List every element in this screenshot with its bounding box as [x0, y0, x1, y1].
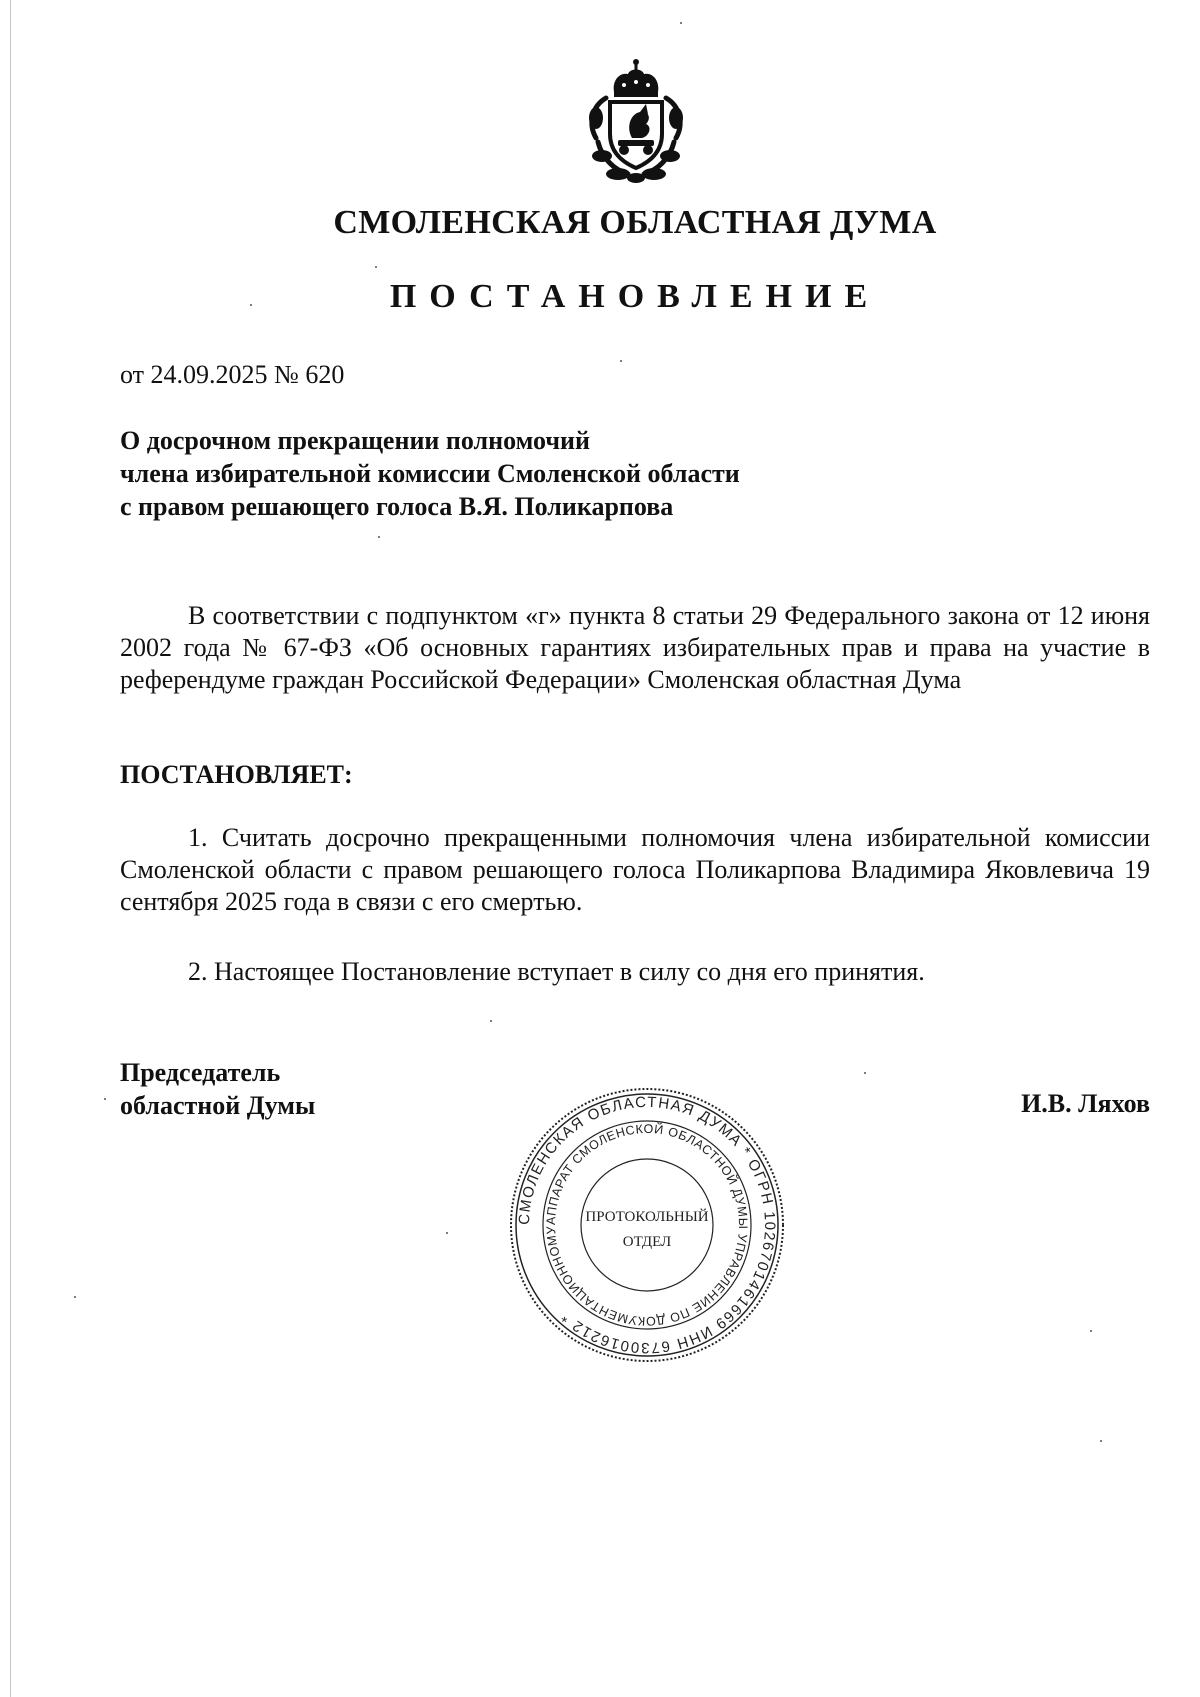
signatory-title-line: областной Думы: [120, 1091, 316, 1120]
stamp-inner-text: АППАРАТ СМОЛЕНСКОЙ ОБЛАСТНОЙ ДУМЫ УПРАВЛЕНИЕ ПО ДОКУМЕНТАЦИОННОМУ: [543, 1121, 751, 1329]
coat-of-arms-icon: [566, 58, 706, 186]
subject-line: с правом решающего голоса В.Я. Поликарпова: [120, 492, 674, 521]
organization-title: СМОЛЕНСКАЯ ОБЛАСТНАЯ ДУМА: [333, 204, 937, 241]
stamp-center-line: ПРОТОКОЛЬНЫЙ: [585, 1209, 709, 1225]
document-type-title: ПОСТАНОВЛЕНИЕ: [389, 278, 881, 315]
stamp-outer-text: СМОЛЕНСКАЯ ОБЛАСТНАЯ ДУМА * ОГРН 1026701461669 ИНН 6730016212 *: [515, 1093, 779, 1357]
signatory-title: [120, 1056, 315, 1122]
document-date-number: от 24.09.2025 № 620: [120, 360, 345, 389]
document-subject: [120, 424, 740, 523]
resolution-item-1: 1. Считать досрочно прекращенными полномочия члена избирательной комиссии Смоленской области с правом решающего голоса Поликарпова Владимира Яковлевича 19 сентября 2025 года в связи с его смертью.: [120, 823, 1150, 916]
signatory-title-line: Председатель: [120, 1058, 281, 1087]
resolution-item-2: 2. Настоящее Постановление вступает в силу со дня его принятия.: [188, 957, 925, 986]
stamp-center-line: ОТДЕЛ: [622, 1234, 672, 1250]
subject-line: О досрочном прекращении полномочий: [120, 426, 590, 455]
preamble-paragraph: В соответствии с подпунктом «г» пункта 8 статьи 29 Федерального закона от 12 июня 2002 года № 67-ФЗ «Об основных гарантиях избирательных прав и права на участие в референдуме граждан Российской Федерации» Смоленская областная Дума: [120, 601, 1150, 694]
signatory-name: И.В. Ляхов: [1021, 1089, 1150, 1118]
official-stamp: [508, 1086, 786, 1364]
scan-edge-line: [10, 0, 11, 1697]
subject-line: члена избирательной комиссии Смоленской области: [120, 459, 740, 488]
resolves-heading: ПОСТАНОВЛЯЕТ:: [120, 760, 353, 789]
